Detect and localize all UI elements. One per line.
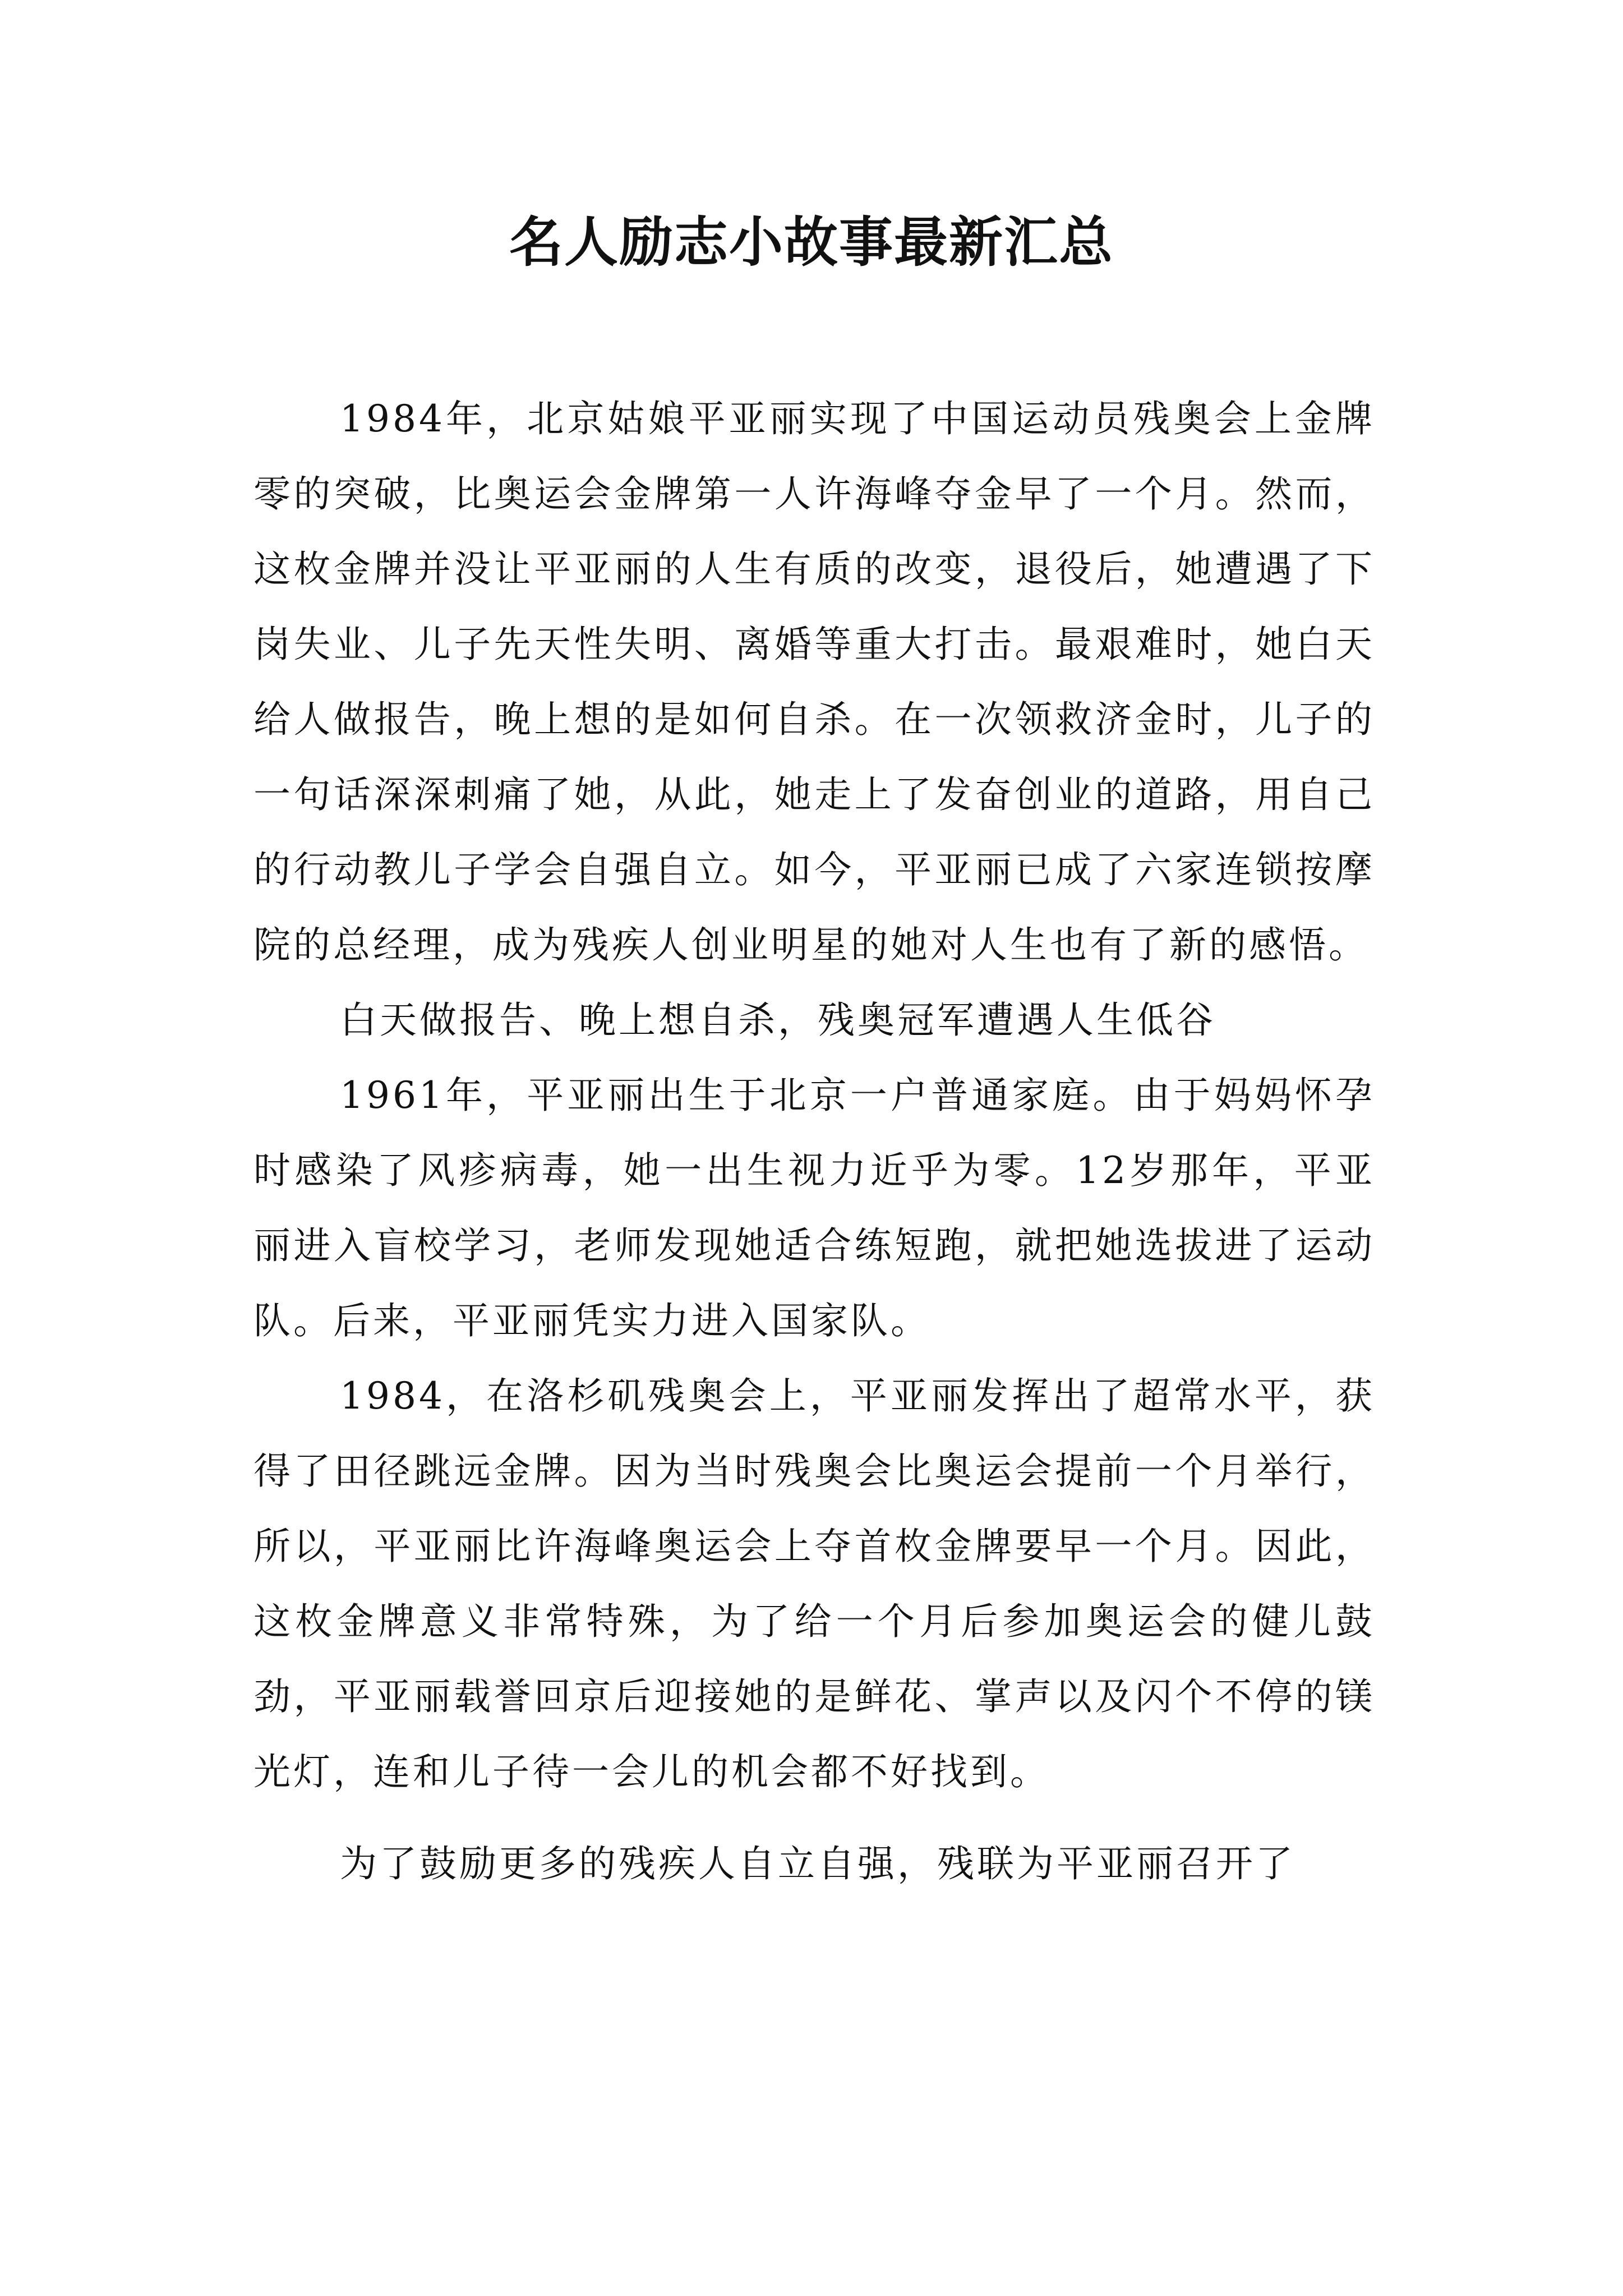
paragraph-2-subheading: 白天做报告、晚上想自杀，残奥冠军遭遇人生低谷	[340, 999, 1216, 1042]
document-body	[253, 381, 1375, 1902]
document-title: 名人励志小故事最新汇总	[509, 211, 1114, 274]
paragraph-5: 为了鼓励更多的残疾人自立自强，残联为平亚丽召开了	[340, 1842, 1295, 1885]
paragraph-1: 1984年，北京姑娘平亚丽实现了中国运动员残奥会上金牌零的突破，比奥运会金牌第一人许海峰夺金早了一个月。然而，这枚金牌并没让平亚丽的人生有质的改变，退役后，她遭遇了下岗失业、儿子先天性失明、离婚等重大打击。最艰难时，她白天给人做报告，晚上想的是如何自杀。在一次领救济金时，儿子的一句话深深刺痛了她，从此，她走上了发奋创业的道路，用自己的行动教儿子学会自强自立。如今，平亚丽已成了六家连锁按摩院的总经理，成为残疾人创业明星的她对人生也有了新的感悟。	[253, 397, 1375, 967]
paragraph-3: 1961年，平亚丽出生于北京一户普通家庭。由于妈妈怀孕时感染了风疹病毒，她一出生视力近乎为零。12岁那年，平亚丽进入盲校学习，老师发现她适合练短跑，就把她选拔进了运动队。后来，平亚丽凭实力进入国家队。	[253, 1074, 1375, 1342]
paragraph-4: 1984，在洛杉矶残奥会上，平亚丽发挥出了超常水平，获得了田径跳远金牌。因为当时残奥会比奥运会提前一个月举行，所以，平亚丽比许海峰奥运会上夺首枚金牌要早一个月。因此，这枚金牌意义非常特殊，为了给一个月后参加奥运会的健儿鼓劲，平亚丽载誉回京后迎接她的是鲜花、掌声以及闪个不停的镁光灯，连和儿子待一会儿的机会都不好找到。	[253, 1374, 1375, 1793]
